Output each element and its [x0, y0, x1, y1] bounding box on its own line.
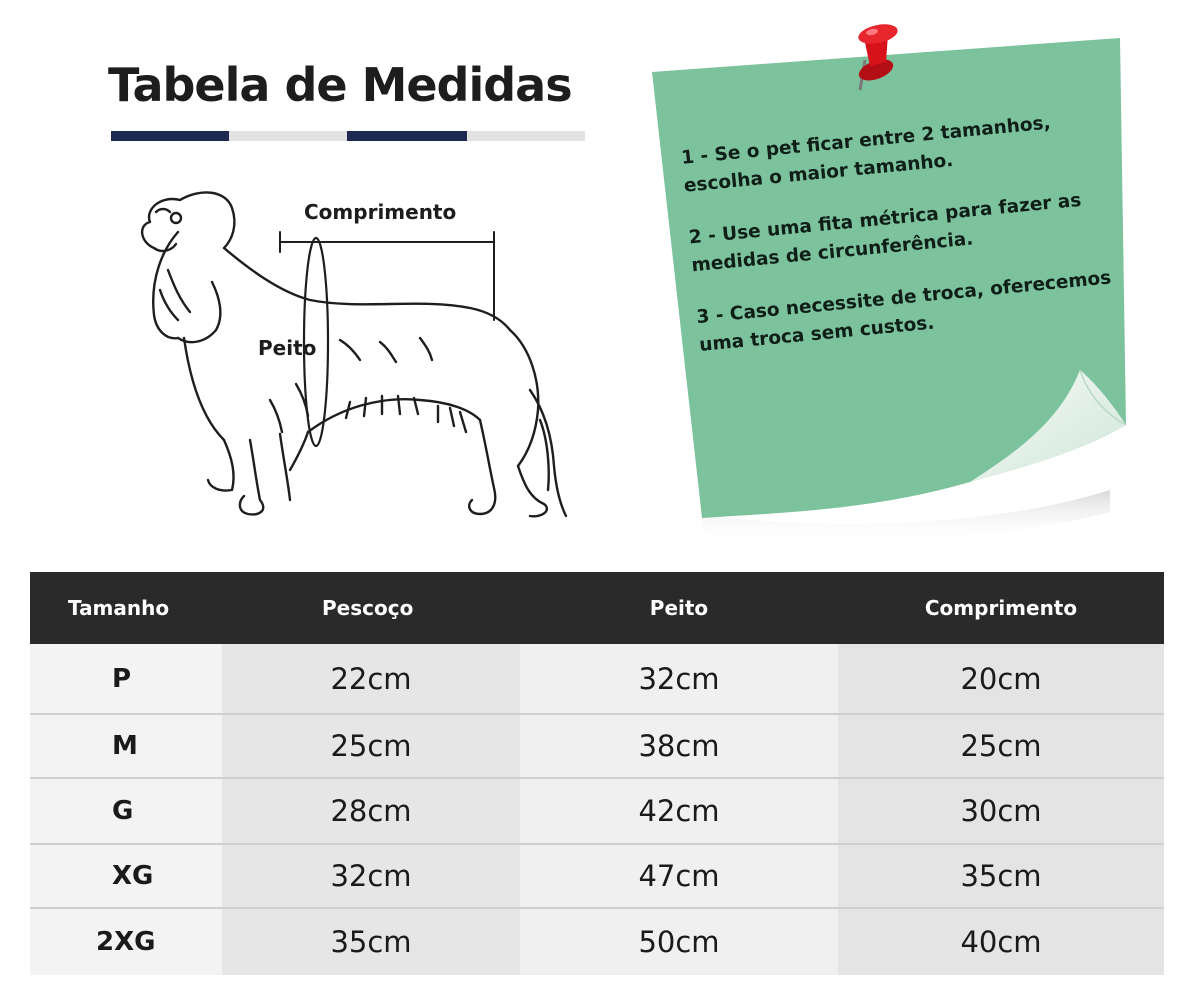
table-row — [30, 908, 1164, 975]
note-tip-3: 3 - Caso necessite de troca, oferecemos uma troca sem custos. — [695, 267, 1113, 357]
chest-cell: 50cm — [520, 908, 838, 975]
title-underline-segment — [347, 131, 467, 141]
table-row — [30, 714, 1164, 778]
page-title: Tabela de Medidas — [108, 58, 572, 112]
column-header-length: Comprimento — [838, 572, 1164, 644]
title-underline-segment — [229, 131, 347, 141]
sticky-note — [640, 20, 1160, 540]
size-cell: XG — [30, 844, 222, 908]
size-table — [30, 572, 1164, 975]
size-cell: G — [30, 778, 222, 844]
size-cell: 2XG — [30, 908, 222, 975]
neck-cell: 25cm — [222, 714, 520, 778]
note-tip-2: 2 - Use uma fita métrica para fazer as medidas de circunferência. — [687, 189, 1083, 277]
title-underline-segment — [467, 131, 585, 141]
table-header-row — [30, 572, 1164, 644]
chest-cell: 32cm — [520, 644, 838, 714]
length-cell: 40cm — [838, 908, 1164, 975]
chest-label: Peito — [258, 336, 317, 360]
note-tips — [680, 104, 1131, 384]
length-cell: 20cm — [838, 644, 1164, 714]
neck-cell: 32cm — [222, 844, 520, 908]
table-row — [30, 844, 1164, 908]
neck-cell: 28cm — [222, 778, 520, 844]
length-cell: 35cm — [838, 844, 1164, 908]
column-header-neck: Pescoço — [222, 572, 520, 644]
length-label: Comprimento — [304, 200, 457, 224]
title-underline-segment — [111, 131, 229, 141]
table-row — [30, 644, 1164, 714]
column-header-chest: Peito — [520, 572, 838, 644]
neck-cell: 35cm — [222, 908, 520, 975]
length-cell: 25cm — [838, 714, 1164, 778]
note-tip-1: 1 - Se o pet ficar entre 2 tamanhos, escolha o maior tamanho. — [680, 112, 1052, 197]
length-cell: 30cm — [838, 778, 1164, 844]
column-header-size: Tamanho — [30, 572, 222, 644]
table-row — [30, 778, 1164, 844]
neck-cell: 22cm — [222, 644, 520, 714]
chest-cell: 47cm — [520, 844, 838, 908]
dog-illustration — [120, 170, 580, 530]
size-cell: M — [30, 714, 222, 778]
chest-cell: 42cm — [520, 778, 838, 844]
dog-measurement-diagram — [120, 170, 580, 530]
size-cell: P — [30, 644, 222, 714]
chest-cell: 38cm — [520, 714, 838, 778]
